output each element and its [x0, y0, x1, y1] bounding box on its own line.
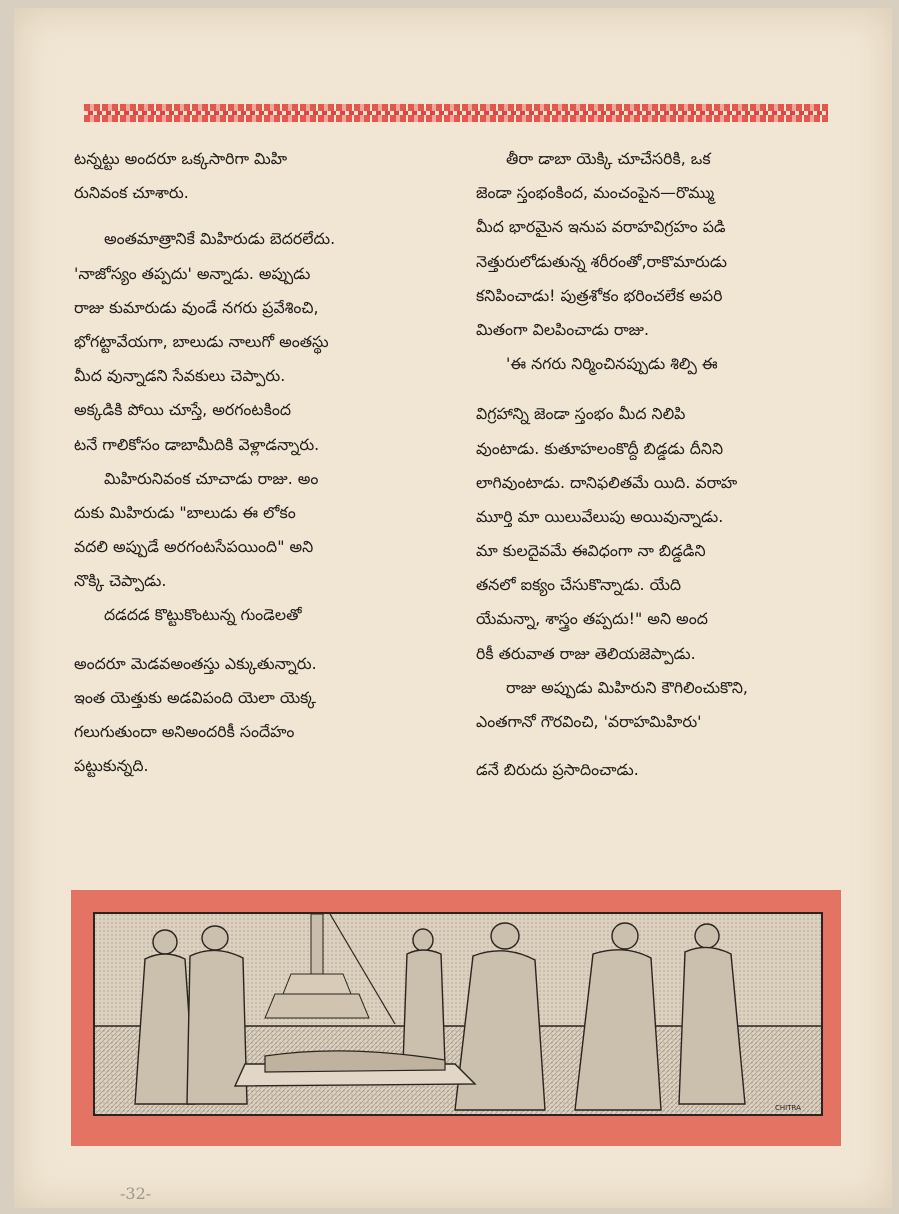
illustration-scene	[93, 912, 823, 1116]
text-line: టనే గాలికోసం డాబామీదికి వెళ్లాడన్నారు.	[74, 434, 320, 454]
text-line: మీద వున్నాడని సేవకులు చెప్పారు.	[74, 366, 286, 386]
text-line: దుకు మిహిరుడు "బాలుడు ఈ లోకం	[74, 502, 296, 522]
text-line: నొక్కి చెప్పాడు.	[74, 571, 167, 591]
text-line: జెండా స్తంభంకింద, మంచంపైన—రొమ్ము	[476, 183, 715, 203]
text-line: 'ఈ నగరు నిర్మించినప్పుడు శిల్పి ఈ	[506, 354, 718, 374]
text-line: మితంగా విలపించాడు రాజు.	[476, 319, 649, 339]
text-line: టన్నట్టు అందరూ ఒక్కసారిగా మిహి	[74, 149, 288, 168]
text-line: నెత్తురులోడుతున్న శరీరంతో,రాకొమారుడు	[476, 251, 727, 271]
text-line: పట్టుకున్నది.	[74, 756, 149, 776]
text-line: దడదడ కొట్టుకొంటున్న గుండెలతో	[104, 605, 302, 625]
text-line: అందరూ మెడవఅంతస్తు ఎక్కుతున్నారు.	[74, 653, 317, 673]
artist-signature: CHITRA	[775, 1104, 801, 1112]
magazine-page	[14, 8, 892, 1208]
text-line: అంతమాత్రానికే మిహిరుడు బెదరలేదు.	[104, 229, 336, 249]
text-line: రాజు కుమారుడు వుండే నగరు ప్రవేశించి,	[74, 297, 319, 317]
text-line: మీద భారమైన ఇనుప వరాహవిగ్రహం పడి	[476, 217, 726, 237]
text-line: లాగివుంటాడు. దానిఫలితమే యిది. వరాహ	[476, 472, 738, 492]
story-illustration	[71, 890, 841, 1146]
left-column	[74, 142, 424, 783]
text-line: గలుగుతుందా అనిఅందరికీ సందేహం	[74, 722, 295, 741]
decorative-border	[84, 104, 828, 122]
text-line: ఎంతగానో గౌరవించి, 'వరాహమిహిరు'	[476, 712, 702, 731]
illustration-drawing	[95, 914, 821, 1114]
text-line: 'నాజోస్యం తప్పదు' అన్నాడు. అప్పుడు	[74, 263, 311, 283]
text-line: భోగట్టావేయగా, బాలుడు నాలుగో అంతస్థు	[74, 331, 329, 351]
text-line: రాజు అప్పుడు మిహిరుని కౌగిలించుకొని,	[506, 677, 748, 697]
text-line: డనే బిరుదు ప్రసాదించాడు.	[476, 760, 639, 780]
text-line: అక్కడికి పోయి చూస్తే, అరగంటకింద	[74, 400, 292, 420]
text-line: తీరా డాబా యెక్కి చూచేసరికి, ఒక	[506, 149, 711, 168]
text-line: తనలో ఐక్యం చేసుకొన్నాడు. యేది	[476, 575, 682, 595]
text-line: రునివంక చూశారు.	[74, 183, 189, 203]
text-line: ఇంత యెత్తుకు అడవిపంది యెలా యెక్క	[74, 687, 317, 707]
text-line: మిహిరునివంక చూచాడు రాజు. అం	[104, 468, 319, 488]
page-number: -32-	[120, 1184, 152, 1203]
text-line: యేమన్నా, శాస్త్రం తప్పదు!" అని అంద	[476, 609, 708, 629]
text-line: మా కులదైవమే ఈవిధంగా నా బిడ్డడిని	[476, 541, 706, 561]
right-column	[476, 142, 826, 787]
text-line: కనిపించాడు! పుత్రశోకం భరించలేక అపరి	[476, 285, 723, 305]
text-line: మూర్తి మా యిలువేలుపు అయివున్నాడు.	[476, 506, 724, 526]
text-line: రికీ తరువాత రాజు తెలియజెప్పాడు.	[476, 643, 696, 663]
text-line: వుంటాడు. కుతూహలంకొద్దీ బిడ్డడు దీనిని	[476, 438, 724, 458]
text-line: వదలి అప్పుడే అరగంటసేపయింది" అని	[74, 537, 314, 557]
text-line: విగ్రహాన్ని జెండా స్తంభం మీద నిలిపి	[476, 404, 686, 424]
